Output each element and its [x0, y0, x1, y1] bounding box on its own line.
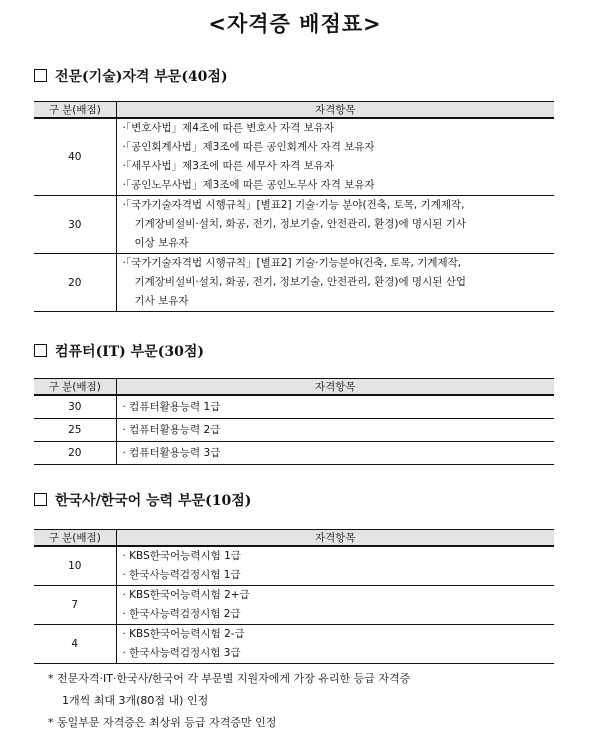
cert-item: · KBS한국어능력시험 2-급 [122, 628, 245, 640]
score-cell: 40 [34, 118, 116, 196]
footnotes [48, 668, 410, 734]
cert-item: ·「공인노무사법」제3조에 따른 공인노무사 자격 보유자 [122, 179, 375, 191]
items-cell [116, 546, 554, 586]
score-cell: 25 [34, 419, 116, 442]
score-cell: 20 [34, 254, 116, 312]
section-heading-professional [34, 66, 228, 86]
score-cell: 30 [34, 395, 116, 419]
score-cell: 20 [34, 442, 116, 465]
page-title: <자격증 배점표> [208, 12, 382, 36]
section-heading-korean-history [34, 490, 251, 510]
items-cell [116, 442, 554, 465]
cert-item: ·「국가기술자격법 시행규칙」[별표2] 기술·기능분야(건축, 토목, 기계제작, [122, 257, 462, 269]
column-header-score: 구 분(배점) [34, 530, 116, 547]
items-cell [116, 586, 554, 625]
cert-item: · 컴퓨터활용능력 2급 [122, 424, 221, 436]
table-row [34, 419, 554, 442]
cert-item: · KBS한국어능력시험 2+급 [122, 589, 250, 601]
cert-item: ·「국가기술자격법 시행규칙」[별표2] 기술·기능 분야(건축, 토목, 기계제작, [122, 199, 465, 211]
cert-item: · 한국사능력검정시험 3급 [122, 647, 241, 659]
cert-item: · 컴퓨터활용능력 1급 [122, 401, 221, 413]
table-header-row [34, 102, 554, 119]
column-header-items: 자격항목 [116, 530, 554, 547]
footnote: * 동일부문 자격증은 최상위 등급 자격증만 인정 [48, 716, 277, 729]
score-cell: 10 [34, 546, 116, 586]
items-cell [116, 254, 554, 312]
cert-item: ·「세무사법」제3조에 따른 세무사 자격 보유자 [122, 160, 335, 172]
table-row [34, 625, 554, 664]
section-heading-label: 전문(기술)자격 부문(40점) [55, 69, 228, 85]
cert-item-continued: 기계장비설비·설치, 화공, 전기, 정보기술, 안전관리, 환경)에 명시된 산업 [134, 276, 466, 288]
section-heading-computer [34, 341, 204, 361]
cert-item: ·「공인회계사법」제3조에 따른 공인회계사 자격 보유자 [122, 141, 375, 153]
checkbox-square-icon [34, 493, 47, 506]
score-cell: 4 [34, 625, 116, 664]
table-row [34, 395, 554, 419]
cert-item: · 한국사능력검정시험 1급 [122, 569, 241, 581]
cert-item: · 컴퓨터활용능력 3급 [122, 447, 221, 459]
checkbox-square-icon [34, 344, 47, 357]
footnote-continued: 1개씩 최대 3개(80점 내) 인정 [62, 694, 209, 707]
cert-item: ·「변호사법」제4조에 따른 변호사 자격 보유자 [122, 122, 335, 134]
footnote: * 전문자격·IT·한국사/한국어 각 부문별 지원자에게 가장 유리한 등급 자격증 [48, 672, 411, 685]
cert-item: · KBS한국어능력시험 1급 [122, 550, 241, 562]
table-header-row [34, 379, 554, 396]
table-header-row [34, 530, 554, 547]
table-row [34, 442, 554, 465]
items-cell [116, 118, 554, 196]
computer-cert-table [34, 378, 554, 465]
cert-item-continued: 기사 보유자 [134, 295, 189, 307]
cert-item-continued: 기계장비설비·설치, 화공, 전기, 정보기술, 안전관리, 환경)에 명시된 기사 [134, 218, 466, 230]
section-heading-label: 컴퓨터(IT) 부문(30점) [55, 344, 204, 360]
table-row [34, 254, 554, 312]
column-header-items: 자격항목 [116, 379, 554, 396]
table-row [34, 546, 554, 586]
items-cell [116, 625, 554, 664]
checkbox-square-icon [34, 69, 47, 82]
cert-item: · 한국사능력검정시험 2급 [122, 608, 241, 620]
items-cell [116, 395, 554, 419]
column-header-score: 구 분(배점) [34, 102, 116, 119]
korean-history-cert-table [34, 529, 554, 664]
items-cell [116, 196, 554, 254]
column-header-score: 구 분(배점) [34, 379, 116, 396]
table-row [34, 586, 554, 625]
professional-cert-table [34, 101, 554, 312]
score-cell: 30 [34, 196, 116, 254]
table-row [34, 196, 554, 254]
column-header-items: 자격항목 [116, 102, 554, 119]
section-heading-label: 한국사/한국어 능력 부문(10점) [55, 493, 252, 509]
score-cell: 7 [34, 586, 116, 625]
cert-item-continued: 이상 보유자 [134, 237, 189, 249]
items-cell [116, 419, 554, 442]
table-row [34, 118, 554, 196]
